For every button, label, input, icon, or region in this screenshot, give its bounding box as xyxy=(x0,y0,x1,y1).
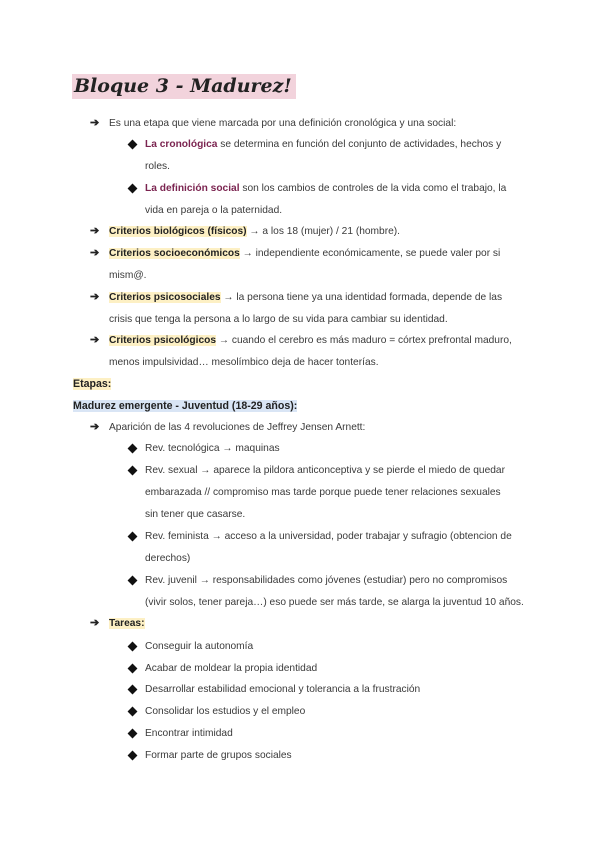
rev-sexual: Rev. sexual → aparece la pildora anticonceptiva y se pierde el miedo de quedar xyxy=(145,465,505,476)
arrow-bullet: ➔ xyxy=(90,334,100,346)
cronologica-desc: se determina en función del conjunto de actividades, hechos y xyxy=(217,139,502,150)
page-title: Bloque 3 - Madurez! xyxy=(72,74,296,99)
tarea-item: Acabar de moldear la propia identidad xyxy=(145,663,318,674)
tarea-item: Encontrar intimidad xyxy=(145,728,233,739)
tarea-item: Desarrollar estabilidad emocional y tolerancia a la frustración xyxy=(145,684,421,695)
cronologica-desc-cont: roles. xyxy=(145,161,170,172)
diamond-bullet xyxy=(128,751,138,761)
tarea-item: Conseguir la autonomía xyxy=(145,641,254,652)
revoluciones-intro: Aparición de las 4 revoluciones de Jeffrey Jensen Arnett: xyxy=(109,422,366,433)
criterio-biologico-term: Criterios biológicos (físicos) xyxy=(109,226,247,237)
rev-sexual-cont: sin tener que casarse. xyxy=(145,509,246,520)
social-line xyxy=(145,182,506,196)
diamond-bullet xyxy=(128,664,138,674)
criterio-psicologico-term: Criterios psicológicos xyxy=(109,335,216,346)
arrow-bullet: ➔ xyxy=(90,421,100,433)
criterio-psicosocial-term: Criterios psicosociales xyxy=(109,292,221,303)
criterio-psicosocial xyxy=(109,291,502,305)
arrow-bullet: ➔ xyxy=(90,225,100,237)
rev-tecnologica: Rev. tecnológica → maquinas xyxy=(145,443,280,454)
social-term: La definición social xyxy=(145,183,240,194)
social-desc: son los cambios de controles de la vida como el trabajo, la xyxy=(239,183,507,194)
diamond-bullet xyxy=(128,685,138,695)
diamond-bullet xyxy=(128,184,138,194)
intro-text: Es una etapa que viene marcada por una definición cronológica y una social: xyxy=(109,118,457,129)
rev-feminista: Rev. feminista → acceso a la universidad, poder trabajar y sufragio (obtencion de xyxy=(145,531,512,542)
rev-juvenil-cont: (vivir solos, tener pareja…) eso puede ser más tarde, se alarga la juventud 10 años. xyxy=(145,597,524,608)
criterio-biologico xyxy=(109,225,400,239)
criterio-socioeconomico xyxy=(109,247,500,261)
cronologica-term: La cronológica xyxy=(145,139,218,150)
criterio-socioeconomico-cont: mism@. xyxy=(109,270,147,281)
arrow-bullet: ➔ xyxy=(90,247,100,259)
etapas-heading: Etapas: xyxy=(73,378,112,390)
rev-juvenil: Rev. juvenil → responsabilidades como jóvenes (estudiar) pero no compromisos xyxy=(145,575,508,586)
tarea-item: Formar parte de grupos sociales xyxy=(145,750,292,761)
diamond-bullet xyxy=(128,576,138,586)
criterio-socioeconomico-term: Criterios socioeconómicos xyxy=(109,248,240,259)
rev-feminista-cont: derechos) xyxy=(145,553,191,564)
arrow-bullet: ➔ xyxy=(90,291,100,303)
rev-sexual-cont: embarazada // compromiso mas tarde porque puede tener relaciones sexuales xyxy=(145,487,501,498)
tarea-item: Consolidar los estudios y el empleo xyxy=(145,706,306,717)
arrow-bullet: ➔ xyxy=(90,117,100,129)
arrow-bullet: ➔ xyxy=(90,617,100,629)
diamond-bullet xyxy=(128,707,138,717)
diamond-bullet xyxy=(128,729,138,739)
criterio-psicologico xyxy=(109,334,512,348)
tareas-heading: Tareas: xyxy=(109,618,145,629)
criterio-psicosocial-cont: crisis que tenga la persona a lo largo de su vida para cambiar su identidad. xyxy=(109,314,448,325)
diamond-bullet xyxy=(128,444,138,454)
criterio-biologico-desc: → a los 18 (mujer) / 21 (hombre). xyxy=(246,226,400,237)
criterio-psicologico-cont: menos impulsividad… mesolímbico deja de hacer tonterías. xyxy=(109,357,379,368)
cronologica-line xyxy=(145,138,501,152)
diamond-bullet xyxy=(128,642,138,652)
criterio-socioeconomico-desc: → independiente económicamente, se puede valer por si xyxy=(239,248,501,259)
criterio-psicosocial-desc: → la persona tiene ya una identidad formada, depende de las xyxy=(220,292,503,303)
diamond-bullet xyxy=(128,532,138,542)
social-desc-cont: vida en pareja o la paternidad. xyxy=(145,205,283,216)
criterio-psicologico-desc: → cuando el cerebro es más maduro = córtex prefrontal maduro, xyxy=(216,335,512,346)
diamond-bullet xyxy=(128,466,138,476)
stage-heading: Madurez emergente - Juventud (18-29 años): xyxy=(73,400,298,412)
diamond-bullet xyxy=(128,140,138,150)
